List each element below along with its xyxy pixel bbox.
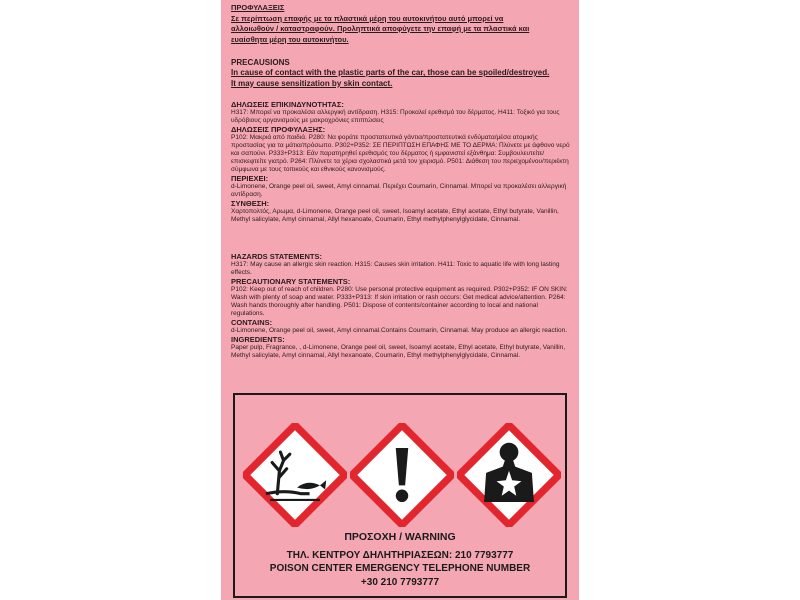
- greek-precautions-section: [231, 3, 573, 45]
- poison-center-greek: ΤΗΛ. ΚΕΝΤΡΟΥ ΔΗΛΗΤΗΡΙΑΣΕΩΝ: 210 7793777: [286, 550, 514, 561]
- english-precautionary-text: P102: Keep out of reach of children. P280: Use personal protective equipment as required. P302+P352: IF ON SKIN: Wash with plenty of soap and water. P333+P313: If skin irritation or rash occurs: Get medical advice/attention. P264: Wash hands thoroughly after handling. P501: Dispose of contents/container according to local and national regulations.: [231, 286, 568, 317]
- english-precautions-section: [231, 57, 573, 89]
- english-contains-text: d-Limonene, Orange peel oil, sweet, Amyl cinnamal.Contains Coumarin, Cinnamal. May produce an allergic reaction.: [231, 327, 568, 334]
- english-precautions-line-2: It may cause sensitization by skin contact.: [231, 78, 393, 88]
- poison-center-english: POISON CENTER EMERGENCY TELEPHONE NUMBER: [269, 563, 531, 574]
- greek-contains-title: ΠΕΡΙΕΧΕΙ:: [231, 174, 269, 183]
- greek-precautionary-title: ΔΗΛΩΣΕΙΣ ΠΡΟΦΥΛΑΞΗΣ:: [231, 125, 326, 134]
- english-hazards-text: H317: May cause an allergic skin reaction. H315: Causes skin irritation. H411: Toxic to aquatic life with long lasting effects.: [231, 261, 560, 276]
- english-contains-title: CONTAINS:: [231, 318, 273, 327]
- greek-precautionary-text: P102: Μακριά από παιδιά. P280: Να φοράτε προστατευτικά γάντια/προστατευτικά ενδύματα/μέσα ατομικής προστασίας για τα μάτια/πρόσωπο. P302+P352: ΣΕ ΠΕΡΙΠΤΩΣΗ ΕΠΑΦΗΣ ΜΕ ΤΟ ΔΕΡΜΑ: Πλύνετε με άφθονο νερό και σαπούνι. P333+P313: Εάν παρατηρηθεί ερεθισμός του δέρματος ή εμφανιστεί εξάνθημα: Συμβουλευτείτε/επισκεφτείτε γιατρό. P264: Πλύνετε τα χέρια σχολαστικά μετά τον χειρισμό. P501: Διάθεση του περιεχομένου/περιέκτη σύμφωνα με τους τοπικούς και εθνικούς κανονισμούς.: [231, 134, 570, 173]
- english-ingredients-text: Paper pulp, Fragrance, , d-Limonene, Orange peel oil, sweet, Isoamyl acetate, Ethyl acetate, Ethyl butyrate, Vanillin, Methyl salicylate, Amyl cinnamal, Allyl hexanoate, Coumarin, Ethyl methylphenylglycidate, Cinnamal.: [231, 344, 566, 359]
- environment-hazard-icon: [243, 423, 347, 527]
- english-ingredients-title: INGREDIENTS:: [231, 335, 285, 344]
- english-precautionary-title: PRECAUTIONARY STATEMENTS:: [231, 277, 351, 286]
- greek-contains-text: d-Limonene, Orange peel oil, sweet, Amyl cinnamal. Περιέχει Coumarin, Cinnamal. Μπορεί να προκαλέσει αλλεργική αντίδραση.: [231, 183, 567, 198]
- health-hazard-icon: [457, 423, 561, 527]
- english-precautions-title: PRECAUSIONS: [231, 58, 290, 67]
- greek-precautions-line-2: αλλοιωθούν / καταστραφούν. Προληπτικά αποφύγετε την επαφή με τα πλαστικά και: [231, 24, 530, 33]
- english-hazards-title: HAZARDS STATEMENTS:: [231, 252, 322, 261]
- english-precautions-line-1: In cause of contact with the plastic parts of the car, those can be spoiled/destroyed.: [231, 68, 550, 77]
- exclamation-mark-icon: [350, 423, 454, 527]
- greek-composition-text: Χαρτοπολτός, Αρωμα, d-Limonene, Orange peel oil, sweet, Isoamyl acetate, Ethyl acetate, Ethyl butyrate, Vanillin, Methyl salicylate, Amyl cinnamal, Allyl hexanoate, Coumarin, Ethyl methylphenylglycidate, Cinnamal.: [231, 208, 559, 223]
- greek-precautions-line-3: ευαίσθητα μέρη του αυτοκινήτου.: [231, 34, 349, 44]
- greek-precautions-line-1: Σε περίπτωση επαφής με τα πλαστικά μέρη του αυτοκινήτου αυτό μπορεί να: [231, 13, 504, 23]
- poison-center-phone: +30 210 7793777: [360, 577, 440, 588]
- product-label: [221, 0, 579, 600]
- greek-hazards-title: ΔΗΛΩΣΕΙΣ ΕΠΙΚΙΝΔΥΝΟΤΗΤΑΣ:: [231, 100, 344, 109]
- greek-composition-title: ΣΥΝΘΕΣΗ:: [231, 199, 270, 208]
- greek-hazards-text: H317: Μπορεί να προκαλέσει αλλεργική αντίδραση. H315: Προκαλεί ερεθισμό του δέρματος. H411: Τοξικό για τους υδρόβιους οργανισμούς με μακροχρόνιες επιπτώσεις: [231, 109, 560, 124]
- greek-precautions-title: ΠΡΟΦΥΛΑΞΕΙΣ: [231, 3, 285, 12]
- english-statements-section: [231, 252, 573, 360]
- hazard-box: [233, 393, 567, 598]
- greek-statements-section: [231, 100, 573, 224]
- warning-signal-word: ΠΡΟΣΟΧΗ / WARNING: [344, 531, 456, 543]
